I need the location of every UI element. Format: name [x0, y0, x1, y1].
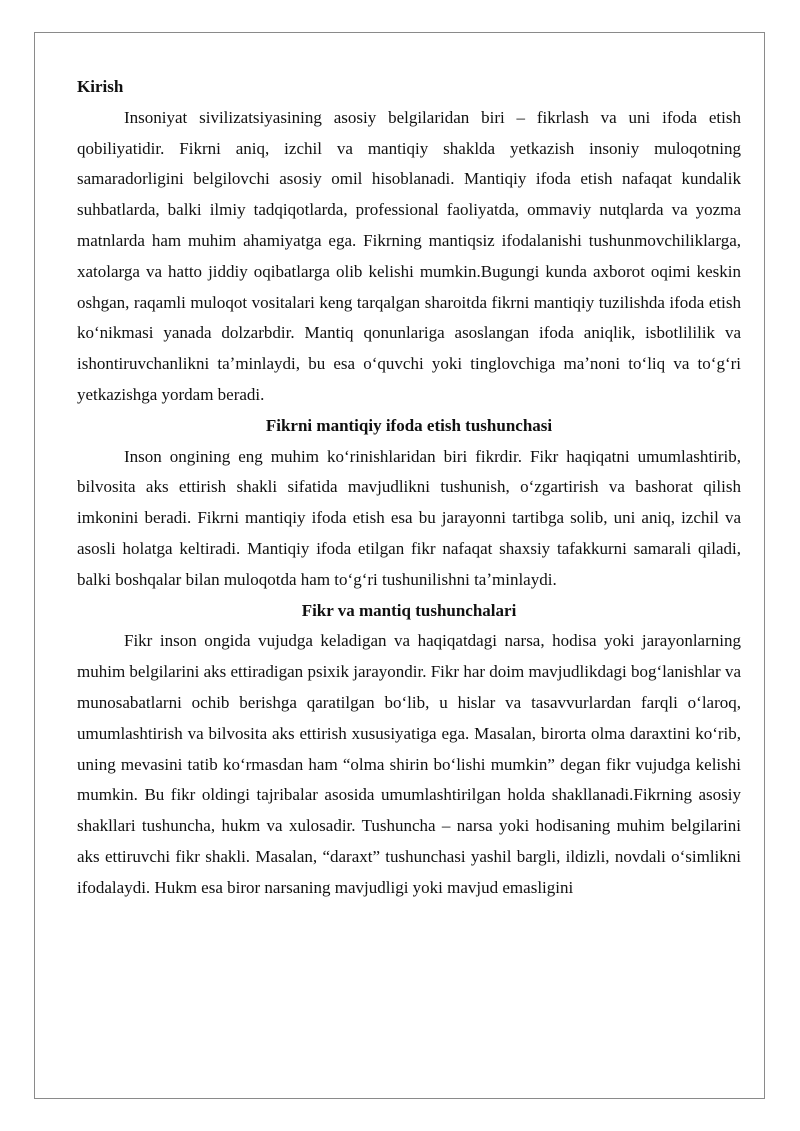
intro-heading: Kirish: [77, 77, 124, 96]
section2-paragraph: Fikr inson ongida vujudga keladigan va haqiqatdagi narsa, hodisa yoki jarayonlarning muhim belgilarini aks ettiradigan psixik jarayondir. Fikr har doim mavjudlikdagi bogʻlanishlar va munosabatlarni ochib berishga qaratilgan boʻlib, u hislar va tasavvurlardan farqli oʻlaroq, umumlashtirish va bilvosita aks ettirish xususiyatiga ega. Masalan, birorta olma daraxtini koʻrib, uning mevasini tatib koʻrmasdan ham “olma shirin boʻlishi mumkin” degan fikr vujudga kelishi mumkin. Bu fikr oldingi tajribalar asosida umumlashtirilgan holda shakllanadi.Fikrning asosiy shakllari tushuncha, hukm va xulosadir. Tushuncha – narsa yoki hodisaning muhim belgilarini aks ettiruvchi fikr shakli. Masalan, “daraxt” tushunchasi yashil bargli, ildizli, novdali oʻsimlikni ifodalaydi. Hukm esa biror narsaning mavjudligi yoki mavjud emasligini: [77, 631, 741, 897]
intro-paragraph: Insoniyat sivilizatsiyasining asosiy belgilaridan biri – fikrlash va uni ifoda etish qobiliyatidir. Fikrni aniq, izchil va mantiqiy shaklda yetkazish insoniy muloqotning samaradorligini belgilovchi asosiy omil hisoblanadi. Mantiqiy ifoda etish nafaqat kundalik suhbatlarda, balki ilmiy tadqiqotlarda, professional faoliyatda, ommaviy nutqlarda va yozma matnlarda ham muhim ahamiyatga ega. Fikrning mantiqsiz ifodalanishi tushunmovchiliklarga, xatolarga va hatto jiddiy oqibatlarga olib kelishi mumkin.Bugungi kunda axborot oqimi keskin oshgan, raqamli muloqot vositalari keng tarqalgan sharoitda fikrni mantiqiy tuzilishda ifoda etish koʻnikmasi yanada dolzarbdir. Mantiq qonunlariga asoslangan ifoda aniqlik, isbotlililik va ishontiruvchanlikni taʼminlaydi, bu esa oʻquvchi yoki tinglovchiga maʼnoni toʻliq va toʻgʻri yetkazishga yordam beradi.: [77, 107, 741, 404]
section1-paragraph: Inson ongining eng muhim koʻrinishlaridan biri fikrdir. Fikr haqiqatni umumlashtirib, bilvosita aks ettirish shakli sifatida mavjudlikni tushunish, oʻzgartirish va bashorat qilish imkonini beradi. Fikrni mantiqiy ifoda etish esa bu jarayonni tartibga solib, uni aniq, izchil va asosli holatga keltiradi. Mantiqiy ifoda etilgan fikr nafaqat shaxsiy tafakkurni samarali qiladi, balki boshqalar bilan muloqotda ham toʻgʻri tushunilishni taʼminlaydi.: [77, 446, 741, 589]
document-body: [77, 72, 741, 904]
section1-heading: Fikrni mantiqiy ifoda etish tushunchasi: [265, 415, 553, 435]
section2-heading: Fikr va mantiq tushunchalari: [301, 600, 517, 620]
